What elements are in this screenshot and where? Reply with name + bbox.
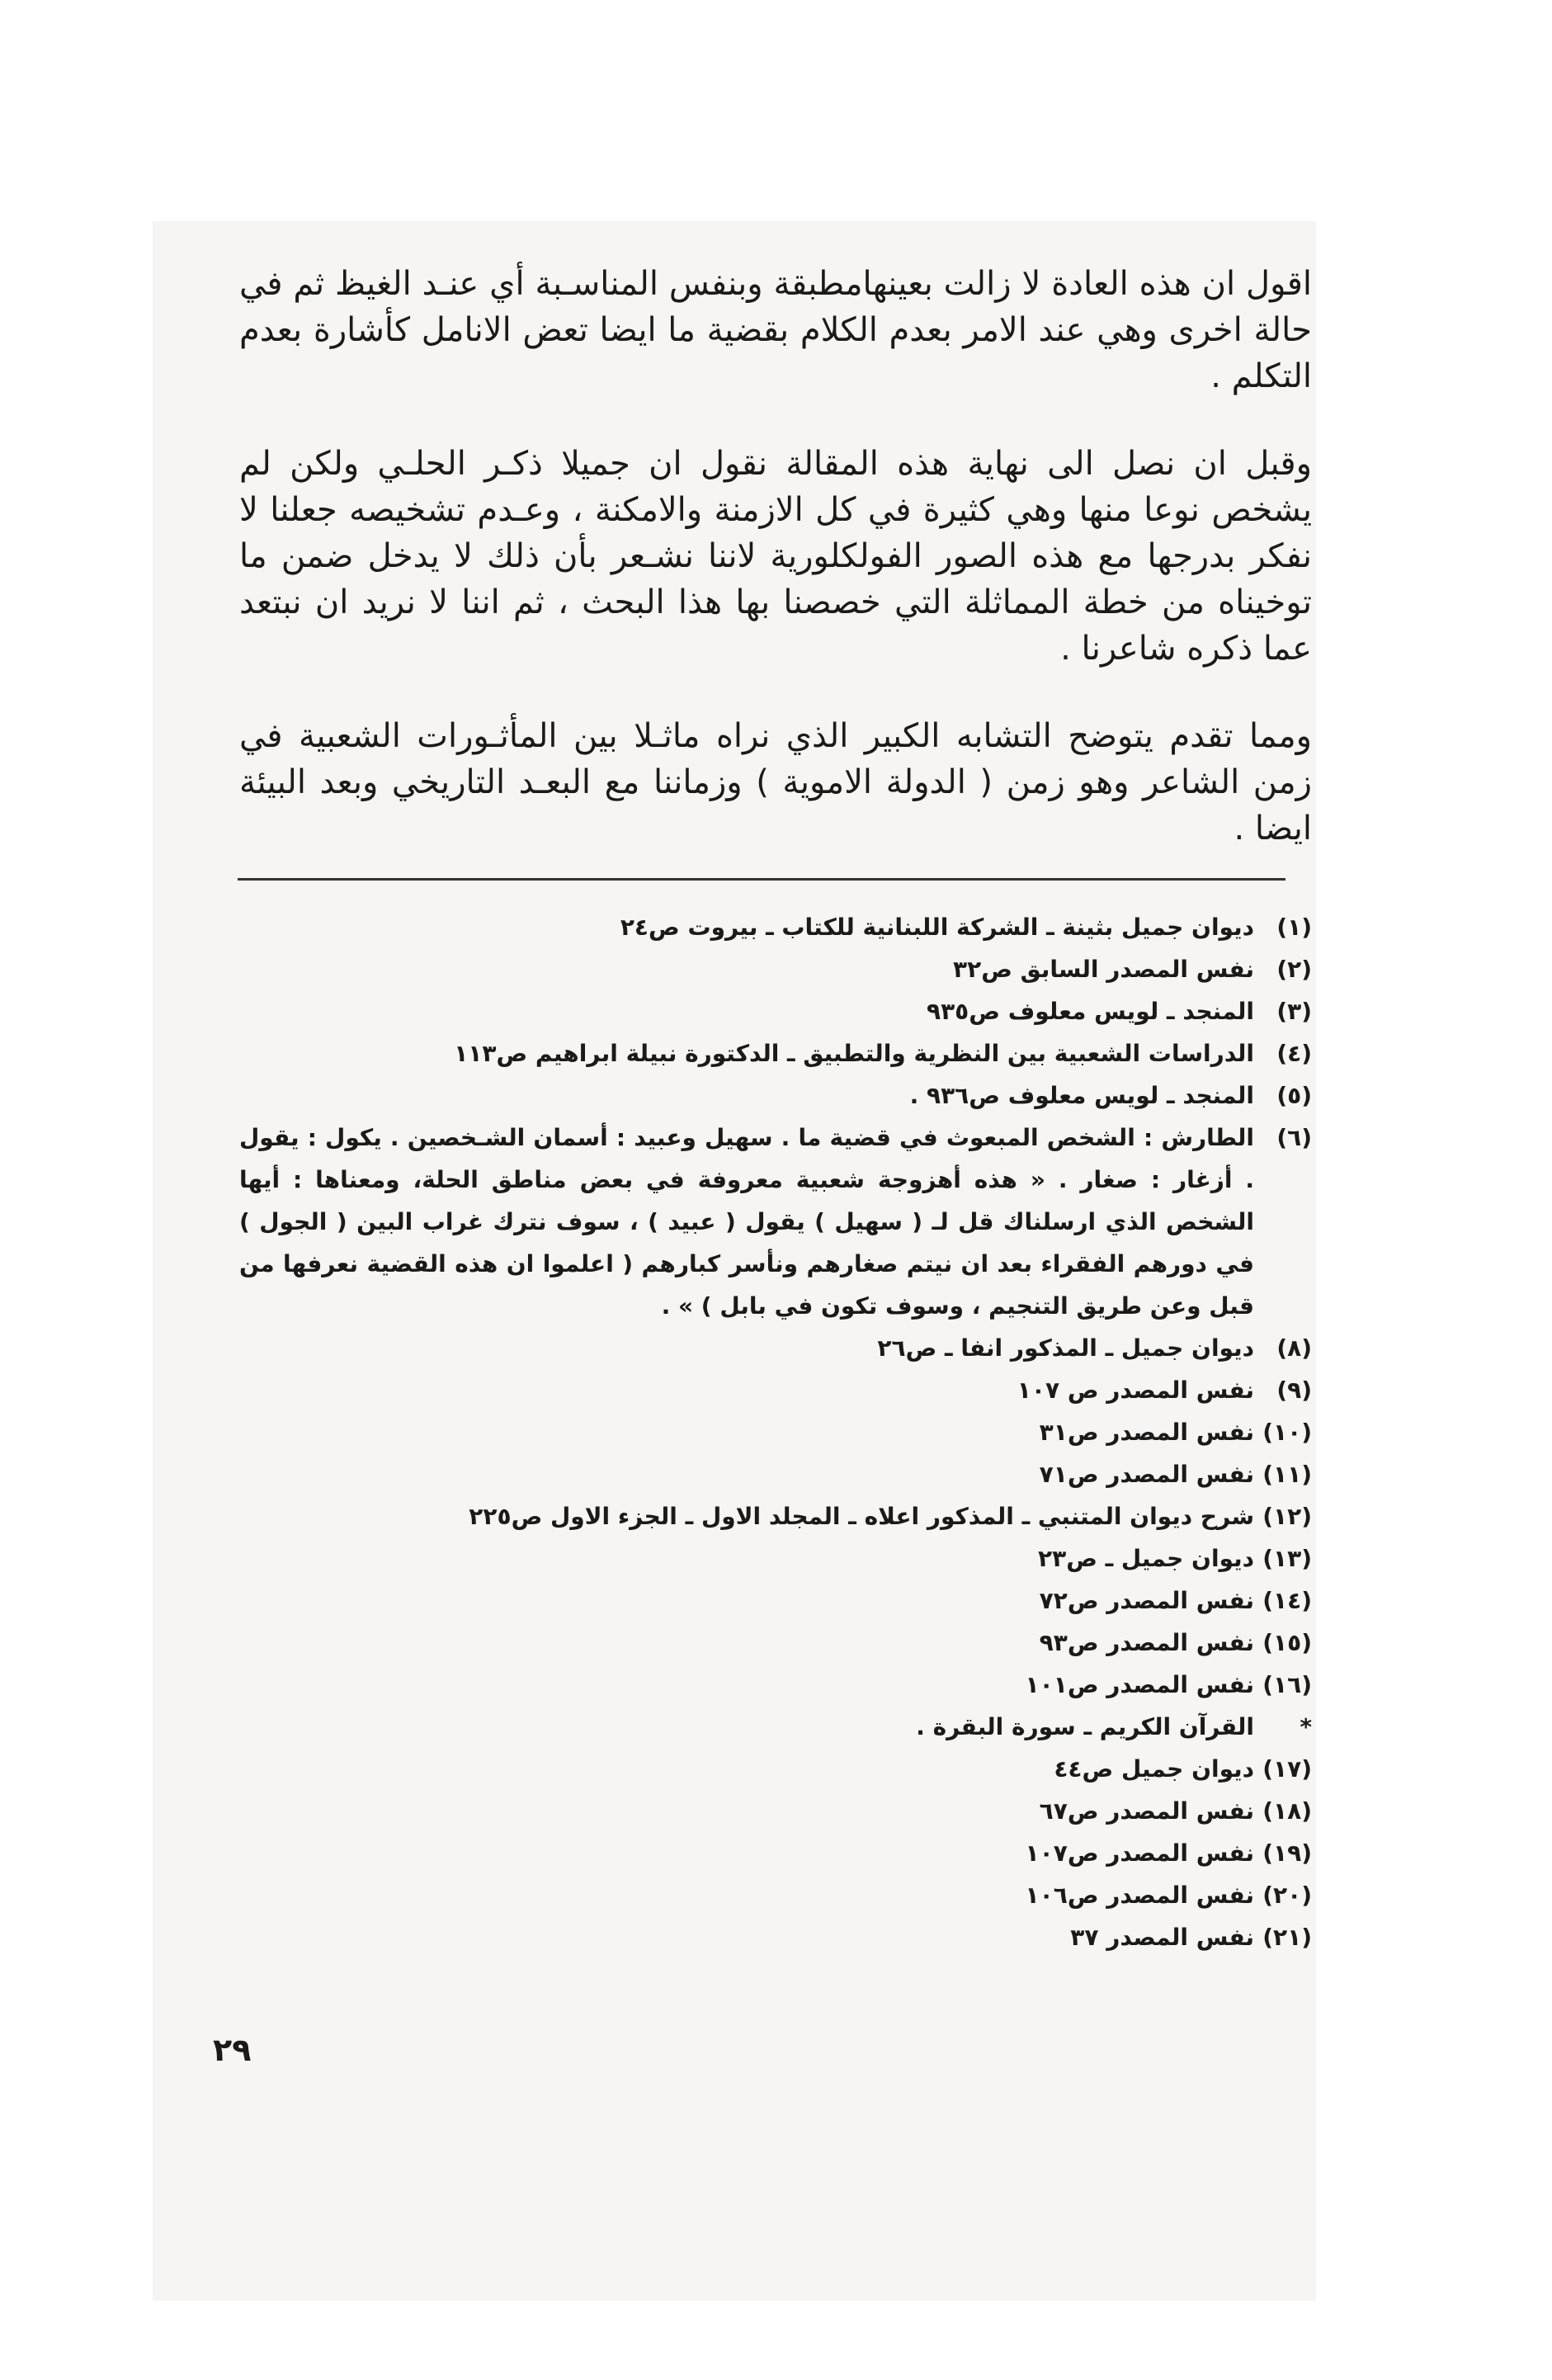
- footnote: [239, 1327, 1312, 1369]
- footnote: [239, 1748, 1312, 1790]
- footnote: [239, 906, 1312, 948]
- footnote-number: (١٩): [1262, 1839, 1312, 1867]
- paragraph: وقبل ان نصل الى نهاية هذه المقالة نقول ان جميلا ذكـر الحلـي ولكن لم يشخص نوعا منها وهي كثيرة في كل الازمنة والامكنة ، وعـدم تشخيصه جعلنا لا نفكر بدرجها مع هذه الصور الفولكلورية لاننا نشـعر بأن ذلك لا يدخل ضمن ما توخيناه من خطة المماثلة التي خصصنا بها هذا البحث ، ثم اننا لا نريد ان نبتعد عما ذكره شاعرنا .: [239, 445, 1312, 668]
- footnote: [239, 1622, 1312, 1664]
- paragraph: اقول ان هذه العادة لا زالت بعينهامطبقة وبنفس المناسـبة أي عنـد الغيظ ثم في حالة اخرى وهي عند الامر بعدم الكلام بقضية ما ايضا تعض الانامل كأشارة بعدم التكلم .: [239, 265, 1312, 395]
- footnote: [239, 1790, 1312, 1832]
- footnote-number: (١): [1276, 914, 1312, 941]
- footnote-number: (١٠): [1262, 1419, 1312, 1446]
- footnote-text: ديوان جميل ص٤٤: [1054, 1755, 1254, 1783]
- footnote-text: المنجد ـ لويس معلوف ص٩٣٥: [927, 998, 1254, 1025]
- footnote-number: *: [1300, 1713, 1312, 1740]
- footnote-text: نفس المصدر ص١٠٧: [1025, 1839, 1254, 1867]
- footnote: [239, 1117, 1312, 1327]
- footnote-text: نفس المصدر ٣٧: [1070, 1924, 1254, 1951]
- footnote: [239, 1495, 1312, 1537]
- footnote: [239, 990, 1312, 1032]
- footnote-number: (٢): [1276, 956, 1312, 983]
- footnote-text: الطارش : الشخص المبعوث في قضية ما . سهيل وعبيد : أسمان الشـخصين . يكول : يقول . أزغار : صغار . « هذه أهزوجة شعبية معروفة في بعض مناطق الحلة، ومعناها : أيها الشخص الذي ارسلناك قل لـ ( سهيل ) يقول ( عبيد ) ، سوف نترك غراب البين ( الجول ) في دورهم الفقراء بعد ان نيتم صغارهم ونأسر كبارهم ( اعلموا ان هذه القضية نعرفها من قبل وعن طريق التنجيم ، وسوف تكون في بابل ) » .: [239, 1124, 1254, 1320]
- footnote: [239, 1074, 1312, 1117]
- footnote: [239, 1664, 1312, 1706]
- footnote-number: (٩): [1276, 1377, 1312, 1404]
- footnote: [239, 1369, 1312, 1411]
- footnote-number: (٢١): [1262, 1924, 1312, 1951]
- footnote-number: (١٥): [1262, 1629, 1312, 1656]
- footnote-number: (٦): [1276, 1124, 1312, 1151]
- footnote: [239, 1580, 1312, 1622]
- footnote-text: نفس المصدر ص٧١: [1039, 1461, 1254, 1488]
- footnote-text: نفس المصدر ص٦٧: [1039, 1797, 1254, 1825]
- footnote-number: (١٨): [1262, 1797, 1312, 1825]
- footnote-text: نفس المصدر ص ١٠٧: [1017, 1377, 1254, 1404]
- footnote-text: ديوان جميل بثينة ـ الشركة اللبنانية للكتاب ـ بيروت ص٢٤: [620, 914, 1254, 941]
- footnote-number: (١٦): [1262, 1671, 1312, 1698]
- footnote: [239, 1916, 1312, 1958]
- footnote-text: نفس المصدر السابق ص٣٢: [953, 956, 1254, 983]
- footnote-text: شرح ديوان المتنبي ـ المذكور اعلاه ـ المجلد الاول ـ الجزء الاول ص٢٢٥: [469, 1503, 1254, 1530]
- footnote: [239, 1537, 1312, 1580]
- footnote: [239, 1706, 1312, 1748]
- footnote-number: (١٤): [1262, 1587, 1312, 1614]
- footnote: [239, 1832, 1312, 1874]
- footnote-text: ديوان جميل ـ ص٢٣: [1038, 1545, 1254, 1572]
- paragraph: ومما تقدم يتوضح التشابه الكبير الذي نراه ماثـلا بين المأثـورات الشعبية في زمن الشاعر وهو زمن ( الدولة الاموية ) وزماننا مع البعـد التاريخي وبعد البيئة ايضا .: [239, 717, 1312, 848]
- footnote-text: نفس المصدر ص٩٣: [1039, 1629, 1254, 1656]
- footnote-number: (٤): [1276, 1040, 1312, 1067]
- footnote-number: (١١): [1262, 1461, 1312, 1488]
- footnote-text: القرآن الكريم ـ سورة البقرة .: [916, 1713, 1254, 1740]
- footnote-text: المنجد ـ لويس معلوف ص٩٣٦ .: [909, 1082, 1254, 1109]
- footnotes: [239, 906, 1312, 1958]
- body-text: [239, 261, 1312, 893]
- page-number: ٢٩: [213, 2032, 252, 2068]
- footnote-number: (٣): [1276, 998, 1312, 1025]
- footnote-text: ديوان جميل ـ المذكور انفا ـ ص٢٦: [877, 1334, 1254, 1362]
- footnote-number: (١٢): [1262, 1503, 1312, 1530]
- footnote: [239, 1874, 1312, 1916]
- footnote-text: نفس المصدر ص٣١: [1039, 1419, 1254, 1446]
- footnote: [239, 948, 1312, 990]
- footnote-number: (٢٠): [1262, 1882, 1312, 1909]
- footnote-text: نفس المصدر ص٧٢: [1039, 1587, 1254, 1614]
- footnote: [239, 1411, 1312, 1453]
- footnote-number: (١٧): [1262, 1755, 1312, 1783]
- footnote-number: (٥): [1276, 1082, 1312, 1109]
- footnote: [239, 1453, 1312, 1495]
- footnote-separator: [238, 878, 1285, 881]
- footnote: [239, 1032, 1312, 1074]
- footnote-text: نفس المصدر ص١٠٦: [1025, 1882, 1254, 1909]
- footnote-number: (١٣): [1262, 1545, 1312, 1572]
- footnote-text: نفس المصدر ص١٠١: [1025, 1671, 1254, 1698]
- footnote-number: (٨): [1276, 1334, 1312, 1362]
- footnote-text: الدراسات الشعبية بين النظرية والتطبيق ـ الدكتورة نبيلة ابراهيم ص١١٣: [454, 1040, 1254, 1067]
